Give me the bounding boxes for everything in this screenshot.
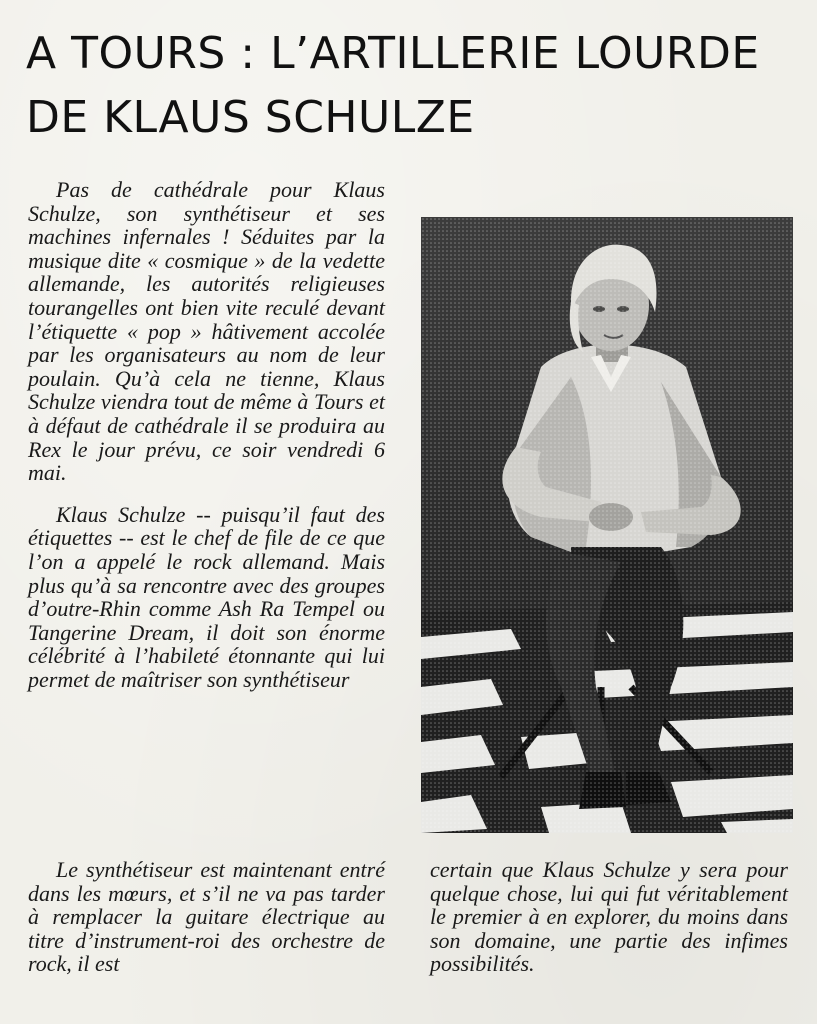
article-paragraph-3-continued: certain que Klaus Schulze y sera pour quelque chose, lui qui fut véritablement le premier à en explorer, du moins dans son domaine, une partie des infimes possibilités.	[430, 857, 788, 977]
article-column-bottom-left	[28, 858, 385, 976]
article-paragraph-3: Le synthétiseur est maintenant entré dans les mœurs, et s’il ne va pas tarder à remplacer la guitare électrique au titre d’instrument-roi des orchestre de rock, il est	[28, 857, 385, 977]
headline-line-1: A TOURS : L’ARTILLERIE LOURDE	[26, 28, 760, 79]
headline	[26, 22, 796, 150]
article-paragraph-2: Klaus Schulze -- puisqu’il faut des étiquettes -- est le chef de file de ce que l’on a appelé le rock allemand. Mais plus qu’à sa rencontre avec des groupes d’outre-Rhin comme Ash Ra Tempel ou Tangerine Dream, il doit son énorme célébrité à l’habileté étonnante qui lui permet de maîtriser son synthétiseur	[28, 501, 385, 692]
article-column-left	[28, 178, 385, 691]
portrait-photo	[421, 217, 793, 833]
headline-line-2: DE KLAUS SCHULZE	[26, 92, 475, 143]
portrait-photo-icon	[421, 217, 793, 833]
article-paragraph-1: Pas de cathédrale pour Klaus Schulze, son synthétiseur et ses machines infernales ! Séduites par la musique dite « cosmique » de la vedette allemande, les autorités religieuses tourangelles ont bien vite reculé devant l’étiquette « pop » hâtivement accolée par les organisateurs au nom de leur poulain. Qu’à cela ne tienne, Klaus Schulze viendra tout de même à Tours et à défaut de cathédrale il se produira au Rex le jour prévu, ce soir vendredi 6 mai.	[28, 177, 385, 486]
article-column-bottom-right	[430, 858, 788, 976]
